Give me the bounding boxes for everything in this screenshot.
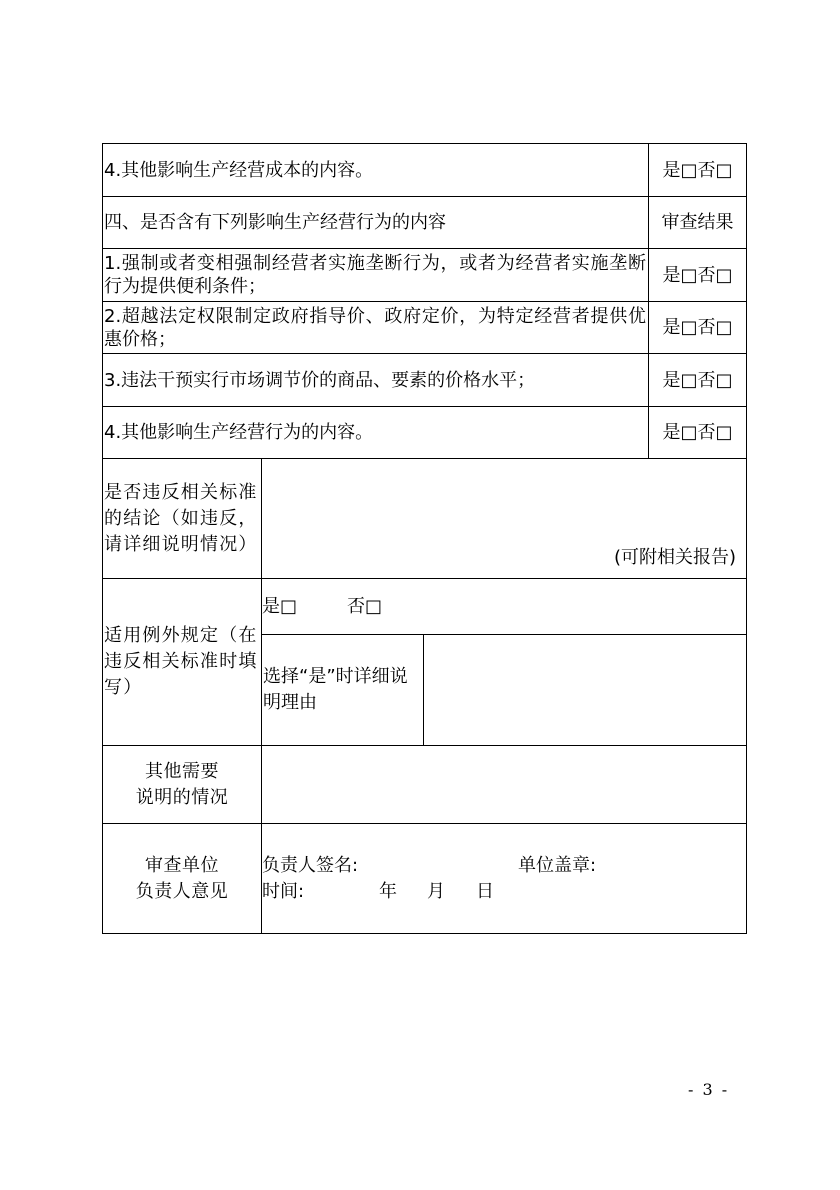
other-cost-item-text: 4.其他影响生产经营成本的内容。 xyxy=(104,159,374,181)
behavior-item-2-result: 是□否□ xyxy=(662,317,733,338)
reviewer-opinion-label-line-1: 审查单位 xyxy=(145,854,219,876)
violation-conclusion-label-line-1: 是否违反相关标准 xyxy=(104,481,258,503)
month-label: 月 xyxy=(427,881,445,902)
behavior-item-3-cell xyxy=(102,353,649,407)
behavior-item-2-result-cell xyxy=(648,301,747,354)
behavior-item-3-line-1: 3.违法干预实行市场调节价的商品、要素的价格水平； xyxy=(104,369,536,391)
other-cost-item-cell xyxy=(102,143,649,197)
behavior-section-heading-cell xyxy=(102,196,649,249)
signature-label: 负责人签名: xyxy=(262,855,359,876)
behavior-item-3-result: 是□否□ xyxy=(662,369,733,391)
violation-conclusion-label-line-3: 请详细说明情况） xyxy=(104,533,258,555)
violation-conclusion-label-line-2: 的结论（如违反， xyxy=(104,507,258,529)
behavior-item-2-cell xyxy=(102,301,649,354)
exception-reason-label-line-2: 明理由 xyxy=(263,692,317,713)
exception-reason-content-cell xyxy=(423,634,747,746)
other-cost-item-result: 是□否□ xyxy=(662,159,733,181)
other-notes-label-cell xyxy=(102,745,262,824)
date-label: 时间: xyxy=(262,881,305,902)
behavior-section-heading: 四、是否含有下列影响生产经营行为的内容 xyxy=(104,212,446,233)
behavior-item-4-line-1: 4.其他影响生产经营行为的内容。 xyxy=(104,422,374,443)
violation-conclusion-label-cell xyxy=(102,458,262,579)
other-notes-content-cell xyxy=(261,745,747,824)
exception-reason-label-line-1: 选择“是”时详细说 xyxy=(263,666,408,687)
behavior-item-4-result: 是□否□ xyxy=(662,422,733,443)
exception-rules-label-line-3: 写） xyxy=(104,677,143,698)
exception-reason-label-cell xyxy=(261,634,424,746)
result-header: 审查结果 xyxy=(661,212,734,233)
behavior-item-1-result-cell xyxy=(648,248,747,302)
reviewer-opinion-content-cell xyxy=(261,823,747,934)
attach-report-note: (可附相关报告) xyxy=(613,547,736,568)
reviewer-opinion-label-line-2: 负责人意见 xyxy=(135,880,229,902)
reviewer-opinion-label-cell xyxy=(102,823,262,934)
behavior-item-2-line-1: 2.超越法定权限制定政府指导价、政府定价，为特定经营者提供优 xyxy=(104,305,646,327)
other-notes-label-line-2: 说明的情况 xyxy=(135,786,229,808)
exception-rules-label-cell xyxy=(102,578,262,746)
exception-yes-option: 是□ xyxy=(262,596,298,617)
year-label: 年 xyxy=(379,881,397,902)
behavior-item-1-result: 是□否□ xyxy=(662,264,733,286)
seal-label: 单位盖章: xyxy=(518,855,597,876)
result-header-cell xyxy=(648,196,747,249)
exception-no-option: 否□ xyxy=(347,596,383,617)
page-number: - 3 - xyxy=(688,1080,730,1099)
behavior-item-2-line-2: 惠价格； xyxy=(104,328,176,350)
behavior-item-4-cell xyxy=(102,406,649,459)
other-cost-item-result-cell xyxy=(648,143,747,197)
day-label: 日 xyxy=(476,881,494,902)
behavior-item-4-result-cell xyxy=(648,406,747,459)
behavior-item-1-cell xyxy=(102,248,649,302)
behavior-item-3-result-cell xyxy=(648,353,747,407)
exception-rules-label-line-1: 适用例外规定（在 xyxy=(104,625,258,646)
exception-rules-label-line-2: 违反相关标准时填 xyxy=(104,651,258,672)
behavior-item-1-line-2: 行为提供便利条件； xyxy=(104,276,266,297)
violation-conclusion-content-cell xyxy=(261,458,747,579)
other-notes-label-line-1: 其他需要 xyxy=(145,760,219,782)
behavior-item-1-line-1: 1.强制或者变相强制经营者实施垄断行为，或者为经营者实施垄断 xyxy=(104,253,646,274)
exception-rules-options-cell xyxy=(261,578,747,635)
